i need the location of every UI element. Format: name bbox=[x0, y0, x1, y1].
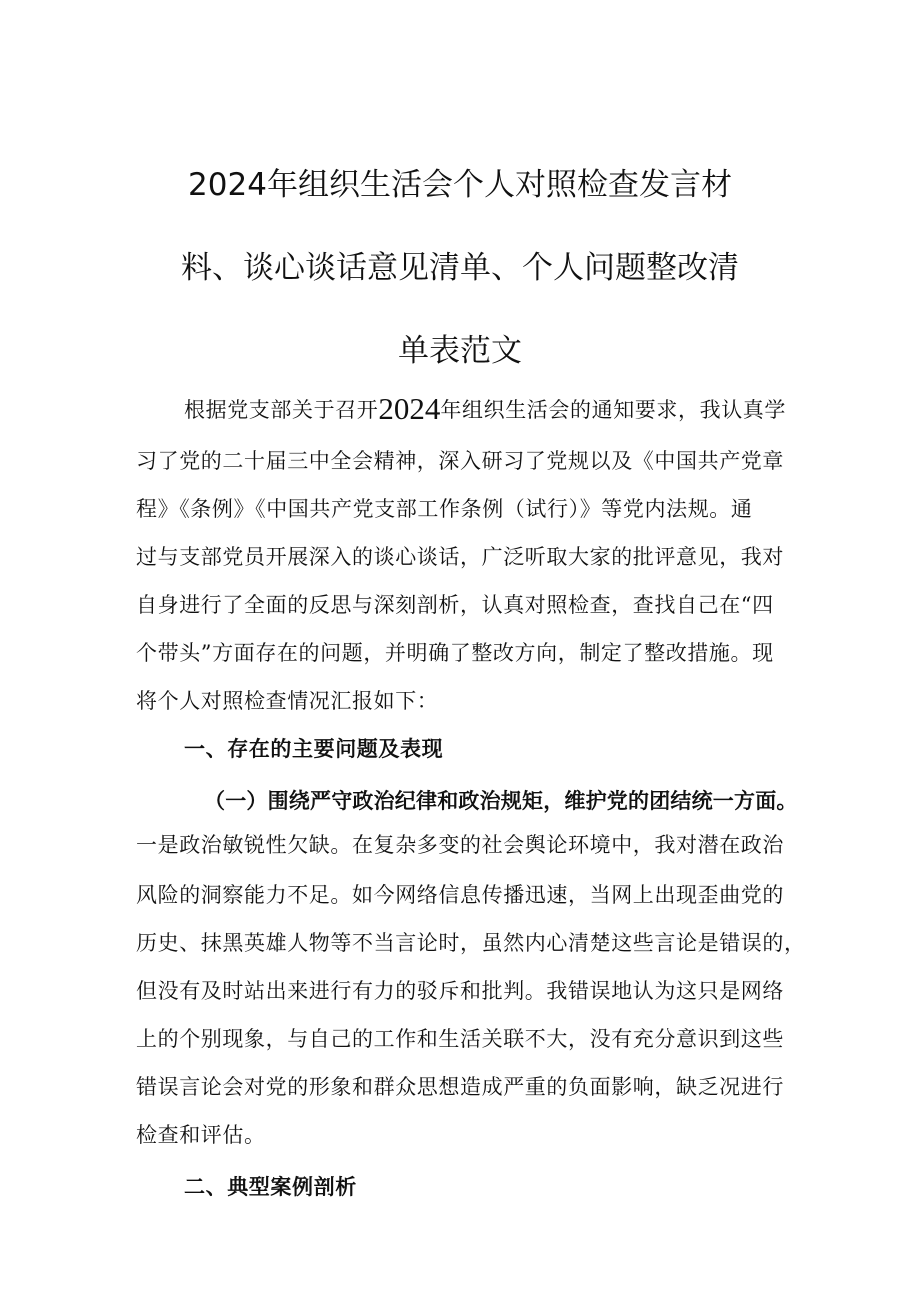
intro-line-7: 将个人对照检查情况汇报如下： bbox=[136, 689, 439, 713]
intro-line-3: 程》《条例》《中国共产党支部工作条例（试行）》等党内法规。通 bbox=[136, 497, 753, 521]
intro-line-1 bbox=[184, 391, 844, 426]
intro-line-1-post: 年组织生活会的通知要求，我认真学 bbox=[440, 398, 787, 422]
intro-line-1-pre: 根据党支部关于召开 bbox=[184, 398, 379, 422]
subsection-1-line-4: 但没有及时站出来进行有力的驳斥和批判。我错误地认为这只是网络 bbox=[136, 979, 784, 1003]
intro-line-5: 自身进行了全面的反思与深刻剖析，认真对照检查，查找自己在“四 bbox=[136, 593, 774, 617]
intro-line-6: 个带头”方面存在的问题，并明确了整改方向，制定了整改措施。现 bbox=[136, 641, 774, 665]
subsection-1-line-7: 检查和评估。 bbox=[136, 1123, 266, 1147]
section-1-heading: 一、存在的主要问题及表现 bbox=[184, 737, 444, 761]
subsection-1-line-2: 风险的洞察能力不足。如今网络信息传播迅速，当网上出现歪曲党的 bbox=[136, 883, 784, 907]
subsection-1-line-1: 一是政治敏锐性欠缺。在复杂多变的社会舆论环境中，我对潜在政治 bbox=[136, 833, 784, 857]
document-title-line-2: 料、谈心谈话意见清单、个人问题整改清 bbox=[181, 250, 739, 286]
subsection-1-line-3: 历史、抹黑英雄人物等不当言论时，虽然内心清楚这些言论是错误的， bbox=[136, 931, 806, 955]
intro-year: 2024 bbox=[378, 391, 441, 426]
subsection-1-heading: （一）围绕严守政治纪律和政治规矩，维护党的团结统一方面。 bbox=[204, 789, 798, 813]
subsection-1-line-6: 错误言论会对党的形象和群众思想造成严重的负面影响，缺乏况进行 bbox=[136, 1075, 784, 1099]
subsection-1-line-5: 上的个别现象，与自己的工作和生活关联不大，没有充分意识到这些 bbox=[136, 1027, 784, 1051]
section-2-heading: 二、典型案例剖析 bbox=[184, 1175, 357, 1199]
document-title-line-3: 单表范文 bbox=[398, 333, 522, 369]
document-title-line-1: 2024年组织生活会个人对照检查发言材 bbox=[188, 167, 732, 203]
intro-line-2: 习了党的二十届三中全会精神，深入研习了党规以及《中国共产党章 bbox=[136, 449, 784, 473]
intro-line-4: 过与支部党员开展深入的谈心谈话，广泛听取大家的批评意见，我对 bbox=[136, 545, 784, 569]
